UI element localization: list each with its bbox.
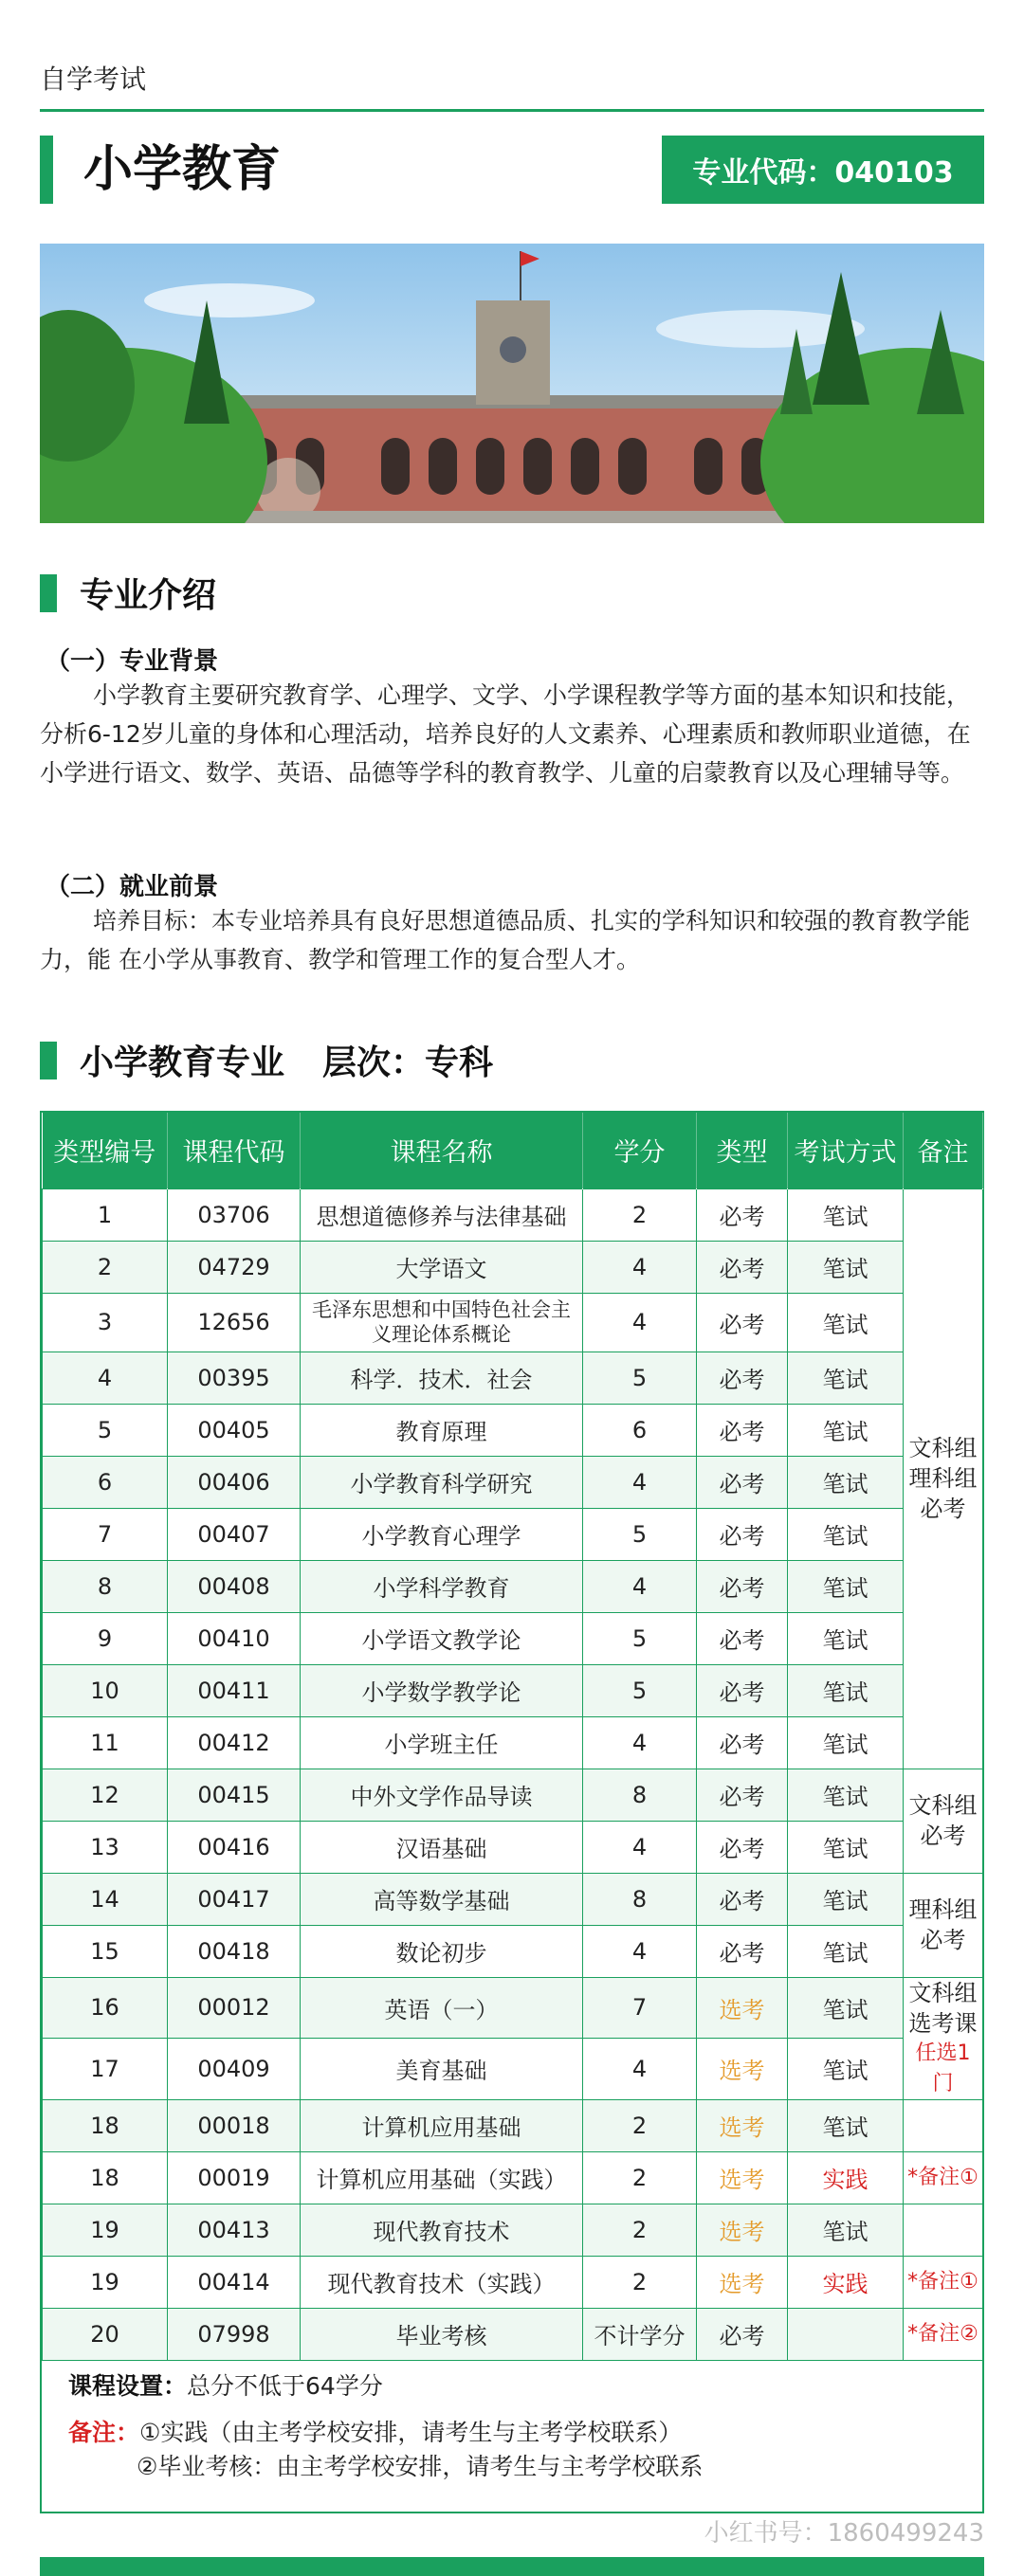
note-cell (904, 2308, 983, 2360)
note-text: 任选1门 (915, 2041, 971, 2095)
table-row (43, 2039, 983, 2100)
table-cell: 选考 (697, 2256, 788, 2308)
table-cell: 5 (43, 1404, 168, 1456)
header-divider (40, 109, 984, 112)
table-cell: 3 (43, 1293, 168, 1351)
table-cell: 英语（一） (301, 1977, 583, 2039)
note-cell (904, 1769, 983, 1873)
table-cell: 6 (583, 1404, 697, 1456)
table-cell: 选考 (697, 2099, 788, 2151)
table-cell: 00410 (168, 1612, 301, 1664)
table-cell: 笔试 (788, 2099, 904, 2151)
background-text: 小学教育主要研究教育学、心理学、文学、小学课程教学等方面的基本知识和技能，分析6-12岁儿童的身体和心理活动，培养良好的人文素养、心理素质和教师职业道德，在小学进行语文、数学、英语、品德等学科的教育教学、儿童的启蒙教育以及心理辅导等。 (40, 681, 971, 787)
note-text: *备注① (907, 2269, 978, 2294)
note-cell (904, 2099, 983, 2151)
table-row (43, 1293, 983, 1351)
course-summary (68, 2367, 383, 2402)
background-subtitle: （一）专业背景 (46, 647, 219, 676)
table-cell: 笔试 (788, 1716, 904, 1769)
table-cell: 小学教育心理学 (301, 1508, 583, 1560)
table-cell: 16 (43, 1977, 168, 2039)
table-cell: 8 (43, 1560, 168, 1612)
table-row (43, 2308, 983, 2360)
table-cell: 2 (43, 1241, 168, 1293)
table-cell: 必考 (697, 1925, 788, 1977)
table-cell: 笔试 (788, 1188, 904, 1241)
table-cell: 必考 (697, 1293, 788, 1351)
page-title: 小学教育 (83, 141, 282, 198)
table-cell: 笔试 (788, 1456, 904, 1508)
table-cell: 必考 (697, 1456, 788, 1508)
table-cell: 4 (583, 1925, 697, 1977)
category-label: 自学考试 (40, 63, 147, 95)
table-cell: 必考 (697, 1769, 788, 1821)
table-cell: 必考 (697, 1508, 788, 1560)
table-cell: 18 (43, 2151, 168, 2204)
table-cell: 思想道德修养与法律基础 (301, 1188, 583, 1241)
table-cell: 00407 (168, 1508, 301, 1560)
note-text: 理科组 (908, 1896, 978, 1923)
table-cell: 4 (583, 1241, 697, 1293)
table-cell: 00012 (168, 1977, 301, 2039)
table-cell: 00018 (168, 2099, 301, 2151)
table-row (43, 1612, 983, 1664)
remark-line-1: ①实践（由主考学校安排，请考生与主考学校联系） (139, 2419, 683, 2446)
table-cell: 汉语基础 (301, 1821, 583, 1873)
table-cell: 10 (43, 1664, 168, 1716)
table-cell: 2 (583, 2151, 697, 2204)
table-cell: 大学语文 (301, 1241, 583, 1293)
table-cell: 5 (583, 1664, 697, 1716)
table-cell: 4 (583, 1560, 697, 1612)
table-cell: 美育基础 (301, 2039, 583, 2100)
table-row (43, 1977, 983, 2039)
table-cell: 笔试 (788, 1873, 904, 1925)
table-cell: 实践 (788, 2151, 904, 2204)
note-text: *备注② (907, 2321, 978, 2346)
table-cell: 笔试 (788, 1293, 904, 1351)
table-cell: 笔试 (788, 1560, 904, 1612)
table-cell: 00415 (168, 1769, 301, 1821)
table-cell: 4 (583, 1821, 697, 1873)
note-cell (904, 2256, 983, 2308)
table-cell: 2 (583, 2099, 697, 2151)
footer-bar (40, 2557, 984, 2576)
career-text: 培养目标：本专业培养具有良好思想道德品质、扎实的学科知识和较强的教育教学能力，能 在小学从事教育、教学和管理工作的复合型人才。 (40, 907, 971, 973)
table-cell: 不计学分 (583, 2308, 697, 2360)
table-cell: 小学教育科学研究 (301, 1456, 583, 1508)
table-cell: 1 (43, 1188, 168, 1241)
table-cell: 必考 (697, 1612, 788, 1664)
table-row (43, 2256, 983, 2308)
intro-section-header (40, 569, 216, 617)
header-cell: 类型 (697, 1113, 788, 1188)
table-cell: 12656 (168, 1293, 301, 1351)
table-cell: 20 (43, 2308, 168, 2360)
watermark: 小红书号：1860499243 (704, 2519, 984, 2548)
table-cell: 小学语文教学论 (301, 1612, 583, 1664)
table-cell: 17 (43, 2039, 168, 2100)
table-cell: 笔试 (788, 1925, 904, 1977)
header-cell: 课程代码 (168, 1113, 301, 1188)
table-cell: 00416 (168, 1821, 301, 1873)
table-cell: 必考 (697, 1404, 788, 1456)
table-cell: 选考 (697, 2039, 788, 2100)
table-cell: 12 (43, 1769, 168, 1821)
table-cell: 4 (43, 1351, 168, 1404)
table-cell: 选考 (697, 1977, 788, 2039)
table-cell: 笔试 (788, 1508, 904, 1560)
table-cell: 笔试 (788, 1664, 904, 1716)
table-cell: 选考 (697, 2204, 788, 2256)
table-row (43, 1821, 983, 1873)
table-cell: 00395 (168, 1351, 301, 1404)
note-text: 文科组 (908, 1979, 978, 2006)
table-cell: 笔试 (788, 1977, 904, 2039)
table-header-row (43, 1113, 983, 1188)
table-cell: 小学班主任 (301, 1716, 583, 1769)
table-cell: 数论初步 (301, 1925, 583, 1977)
note-text: 文科组 (908, 1792, 978, 1819)
section-accent-bar (40, 1042, 57, 1079)
table-cell: 13 (43, 1821, 168, 1873)
table-cell: 00418 (168, 1925, 301, 1977)
major-code-badge: 专业代码：040103 (662, 136, 984, 204)
table-cell: 14 (43, 1873, 168, 1925)
table-cell: 00411 (168, 1664, 301, 1716)
table-row (43, 1351, 983, 1404)
table-cell: 必考 (697, 1241, 788, 1293)
table-row (43, 1769, 983, 1821)
table-cell: 8 (583, 1873, 697, 1925)
table-cell: 00417 (168, 1873, 301, 1925)
table-cell: 5 (583, 1508, 697, 1560)
header-cell: 类型编号 (43, 1113, 168, 1188)
note-text: 理科组 (908, 1465, 978, 1492)
table-row (43, 1873, 983, 1925)
table-cell: 笔试 (788, 1821, 904, 1873)
note-text: 必考 (920, 1823, 966, 1849)
table-cell: 毛泽东思想和中国特色社会主义理论体系概论 (301, 1293, 583, 1351)
table-cell: 00406 (168, 1456, 301, 1508)
title-accent-bar (40, 136, 53, 204)
remark-line-2: ②毕业考核：由主考学校安排，请考生与主考学校联系 (137, 2453, 704, 2480)
table-cell: 必考 (697, 1188, 788, 1241)
table-row (43, 1456, 983, 1508)
table-cell: 2 (583, 1188, 697, 1241)
table-cell: 18 (43, 2099, 168, 2151)
note-text: 必考 (920, 1496, 966, 1522)
table-cell: 7 (43, 1508, 168, 1560)
header-cell: 考试方式 (788, 1113, 904, 1188)
table-cell: 4 (583, 2039, 697, 2100)
table-cell: 现代教育技术 (301, 2204, 583, 2256)
table-row (43, 1664, 983, 1716)
note-cell (904, 2151, 983, 2204)
table-section-header (40, 1036, 493, 1084)
table-row (43, 1716, 983, 1769)
table-cell: 4 (583, 1293, 697, 1351)
table-cell: 00019 (168, 2151, 301, 2204)
table-cell: 07998 (168, 2308, 301, 2360)
table-cell: 00414 (168, 2256, 301, 2308)
table-cell: 4 (583, 1716, 697, 1769)
table-cell: 5 (583, 1612, 697, 1664)
note-cell (904, 1873, 983, 1977)
course-table (40, 1111, 984, 2513)
table-row (43, 2151, 983, 2204)
table-cell: 笔试 (788, 1612, 904, 1664)
table-cell: 计算机应用基础 (301, 2099, 583, 2151)
table-section-level: 层次：专科 (322, 1043, 494, 1082)
table-cell: 笔试 (788, 1241, 904, 1293)
table-cell: 03706 (168, 1188, 301, 1241)
table-cell: 笔试 (788, 2204, 904, 2256)
remark-block (68, 2416, 703, 2484)
note-cell (904, 1188, 983, 1769)
table-cell: 必考 (697, 1560, 788, 1612)
table-cell: 11 (43, 1716, 168, 1769)
table-cell: 必考 (697, 1716, 788, 1769)
table-cell: 笔试 (788, 2039, 904, 2100)
table-cell: 19 (43, 2204, 168, 2256)
table-cell: 教育原理 (301, 1404, 583, 1456)
table-cell: 8 (583, 1769, 697, 1821)
table-row (43, 2099, 983, 2151)
note-text: 必考 (920, 1927, 966, 1953)
table-row (43, 1508, 983, 1560)
table-section-title: 小学教育专业 (80, 1043, 285, 1082)
table-cell: 必考 (697, 1821, 788, 1873)
note-cell (904, 1977, 983, 2099)
table-cell: 04729 (168, 1241, 301, 1293)
table-cell: 笔试 (788, 1404, 904, 1456)
table-cell: 实践 (788, 2256, 904, 2308)
table-cell: 必考 (697, 2308, 788, 2360)
table-cell: 9 (43, 1612, 168, 1664)
table-cell: 必考 (697, 1873, 788, 1925)
header-cell: 课程名称 (301, 1113, 583, 1188)
table-cell: 计算机应用基础（实践） (301, 2151, 583, 2204)
table-cell: 15 (43, 1925, 168, 1977)
table-cell: 选考 (697, 2151, 788, 2204)
table-cell: 4 (583, 1456, 697, 1508)
table-cell: 19 (43, 2256, 168, 2308)
remark-label: 备注： (68, 2419, 140, 2446)
header-cell: 备注 (904, 1113, 983, 1188)
table-cell: 毕业考核 (301, 2308, 583, 2360)
table-cell: 00412 (168, 1716, 301, 1769)
intro-section-title: 专业介绍 (80, 576, 217, 615)
table-cell: 6 (43, 1456, 168, 1508)
table-row (43, 1404, 983, 1456)
table-cell: 科学．技术．社会 (301, 1351, 583, 1404)
table-cell: 00409 (168, 2039, 301, 2100)
note-text: *备注① (907, 2165, 978, 2189)
table-cell: 高等数学基础 (301, 1873, 583, 1925)
note-text: 文科组 (908, 1435, 978, 1461)
summary-text: 总分不低于64学分 (187, 2372, 383, 2400)
table-cell: 现代教育技术（实践） (301, 2256, 583, 2308)
summary-label: 课程设置： (68, 2372, 188, 2400)
section-accent-bar (40, 574, 57, 612)
career-subtitle: （二）就业前景 (46, 873, 219, 901)
table-cell: 2 (583, 2256, 697, 2308)
table-cell: 2 (583, 2204, 697, 2256)
table-row (43, 1925, 983, 1977)
table-cell: 必考 (697, 1664, 788, 1716)
table-cell: 小学数学教学论 (301, 1664, 583, 1716)
table-row (43, 1188, 983, 1241)
table-cell: 7 (583, 1977, 697, 2039)
campus-photo (40, 244, 984, 523)
table-cell: 中外文学作品导读 (301, 1769, 583, 1821)
table-cell: 笔试 (788, 1351, 904, 1404)
table-cell: 笔试 (788, 1769, 904, 1821)
table-cell: 5 (583, 1351, 697, 1404)
table-row (43, 1560, 983, 1612)
table-cell: 00413 (168, 2204, 301, 2256)
table-row (43, 2204, 983, 2256)
note-text: 选考课 (908, 2009, 978, 2037)
table-cell: 00408 (168, 1560, 301, 1612)
table-cell: 必考 (697, 1351, 788, 1404)
table-row (43, 1241, 983, 1293)
table-cell (788, 2308, 904, 2360)
note-cell (904, 2204, 983, 2256)
header-cell: 学分 (583, 1113, 697, 1188)
table-cell: 00405 (168, 1404, 301, 1456)
table-cell: 小学科学教育 (301, 1560, 583, 1612)
